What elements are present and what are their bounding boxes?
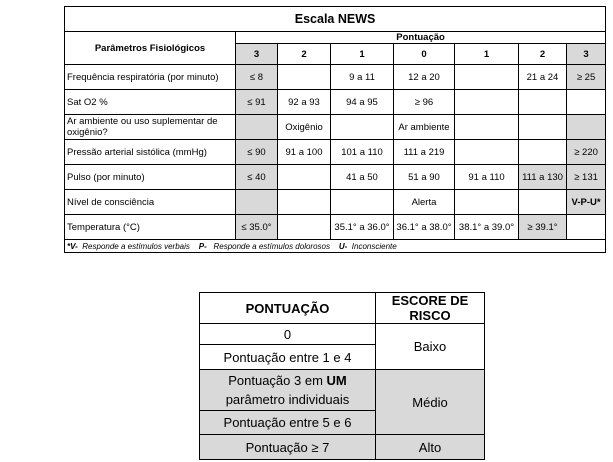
- footnote-p-text: Responde a estímulos dolorosos: [213, 241, 330, 251]
- news-footnote: [65, 240, 606, 253]
- news-row: [65, 190, 606, 215]
- row-cell: [567, 90, 606, 115]
- row-cell: 51 a 90: [394, 165, 455, 190]
- row-cell: [455, 115, 519, 140]
- news-body: [65, 65, 606, 240]
- row-label: Sat O2 %: [65, 90, 236, 115]
- footnote-u-text: Inconsciente: [351, 241, 397, 251]
- row-cell: V-P-U*: [567, 190, 606, 215]
- row-cell: [455, 140, 519, 165]
- row-cell: 38.1° a 39.0°: [455, 215, 519, 240]
- row-cell: [236, 190, 278, 215]
- row-cell: ≥ 220: [567, 140, 606, 165]
- row-cell: Ar ambiente: [394, 115, 455, 140]
- score-col-5: 2: [519, 44, 567, 65]
- risk-score-1-4: Pontuação entre 1 e 4: [200, 345, 376, 370]
- row-cell: Alerta: [394, 190, 455, 215]
- row-cell: ≤ 8: [236, 65, 278, 90]
- row-cell: [331, 190, 394, 215]
- row-cell: 9 a 11: [331, 65, 394, 90]
- row-cell: 91 a 100: [278, 140, 331, 165]
- news-row: [65, 140, 606, 165]
- score-col-3: 0: [394, 44, 455, 65]
- row-label: Temperatura (°C): [65, 215, 236, 240]
- row-cell: 111 a 219: [394, 140, 455, 165]
- row-cell: [567, 115, 606, 140]
- footnote-v-key: *V-: [67, 241, 78, 251]
- row-cell: Oxigênio: [278, 115, 331, 140]
- row-cell: [278, 165, 331, 190]
- risk-score-zero: 0: [200, 324, 376, 345]
- news-title: Escala NEWS: [65, 7, 606, 32]
- risk-col2-header: ESCORE DE RISCO: [376, 293, 485, 324]
- row-cell: 91 a 110: [455, 165, 519, 190]
- row-cell: 92 a 93: [278, 90, 331, 115]
- row-cell: 12 a 20: [394, 65, 455, 90]
- risk-score-3-single: [200, 370, 376, 411]
- risk-score-3-bold: UM: [326, 373, 347, 388]
- row-cell: 94 a 95: [331, 90, 394, 115]
- risk-col1-header: PONTUAÇÃO: [200, 293, 376, 324]
- row-label: Pressão arterial sistólica (mmHg): [65, 140, 236, 165]
- score-col-4: 1: [455, 44, 519, 65]
- row-label: Pulso (por minuto): [65, 165, 236, 190]
- news-row: [65, 215, 606, 240]
- row-cell: ≤ 40: [236, 165, 278, 190]
- row-cell: 41 a 50: [331, 165, 394, 190]
- footnote-v-text: Responde a estímulos verbais: [82, 241, 190, 251]
- news-row: [65, 165, 606, 190]
- news-row: [65, 115, 606, 140]
- footnote-u-key: U-: [338, 241, 348, 251]
- row-cell: [455, 90, 519, 115]
- news-row: [65, 90, 606, 115]
- score-header: Pontuação: [236, 32, 606, 44]
- row-cell: 111 a 130: [519, 165, 567, 190]
- news-table: [64, 6, 606, 253]
- score-col-1: 2: [278, 44, 331, 65]
- row-cell: 21 a 24: [519, 65, 567, 90]
- row-cell: ≥ 96: [394, 90, 455, 115]
- score-col-0: 3: [236, 44, 278, 65]
- row-cell: [519, 115, 567, 140]
- row-cell: ≤ 90: [236, 140, 278, 165]
- row-cell: [567, 215, 606, 240]
- score-col-6: 3: [567, 44, 606, 65]
- row-label: Frequência respiratória (por minuto): [65, 65, 236, 90]
- row-cell: ≥ 25: [567, 65, 606, 90]
- risk-medium: Médio: [376, 370, 485, 435]
- row-cell: ≤ 91: [236, 90, 278, 115]
- risk-score-5-6: Pontuação entre 5 e 6: [200, 411, 376, 435]
- row-cell: 101 a 110: [331, 140, 394, 165]
- row-label: Nível de consciência: [65, 190, 236, 215]
- row-cell: [519, 90, 567, 115]
- risk-score-7: Pontuação ≥ 7: [200, 435, 376, 460]
- row-cell: ≥ 131: [567, 165, 606, 190]
- row-cell: [331, 115, 394, 140]
- risk-score-3-post: parâmetro individuais: [225, 392, 350, 407]
- row-label: Ar ambiente ou uso suplementar de oxigênio?: [65, 115, 236, 140]
- row-cell: [278, 190, 331, 215]
- risk-table: [199, 292, 485, 460]
- row-cell: [278, 215, 331, 240]
- risk-high: Alto: [376, 435, 485, 460]
- row-cell: ≤ 35.0°: [236, 215, 278, 240]
- news-row: [65, 65, 606, 90]
- row-cell: ≥ 39.1°: [519, 215, 567, 240]
- param-header: Parâmetros Fisiológicos: [65, 32, 236, 65]
- row-cell: [278, 65, 331, 90]
- score-col-2: 1: [331, 44, 394, 65]
- row-cell: [236, 115, 278, 140]
- row-cell: [455, 65, 519, 90]
- row-cell: [519, 140, 567, 165]
- row-cell: 35.1° a 36.0°: [331, 215, 394, 240]
- footnote-p-key: P-: [198, 241, 207, 251]
- row-cell: [519, 190, 567, 215]
- row-cell: 36.1° a 38.0°: [394, 215, 455, 240]
- risk-low: Baixo: [376, 324, 485, 370]
- risk-score-3-pre: Pontuação 3 em: [228, 373, 327, 388]
- row-cell: [455, 190, 519, 215]
